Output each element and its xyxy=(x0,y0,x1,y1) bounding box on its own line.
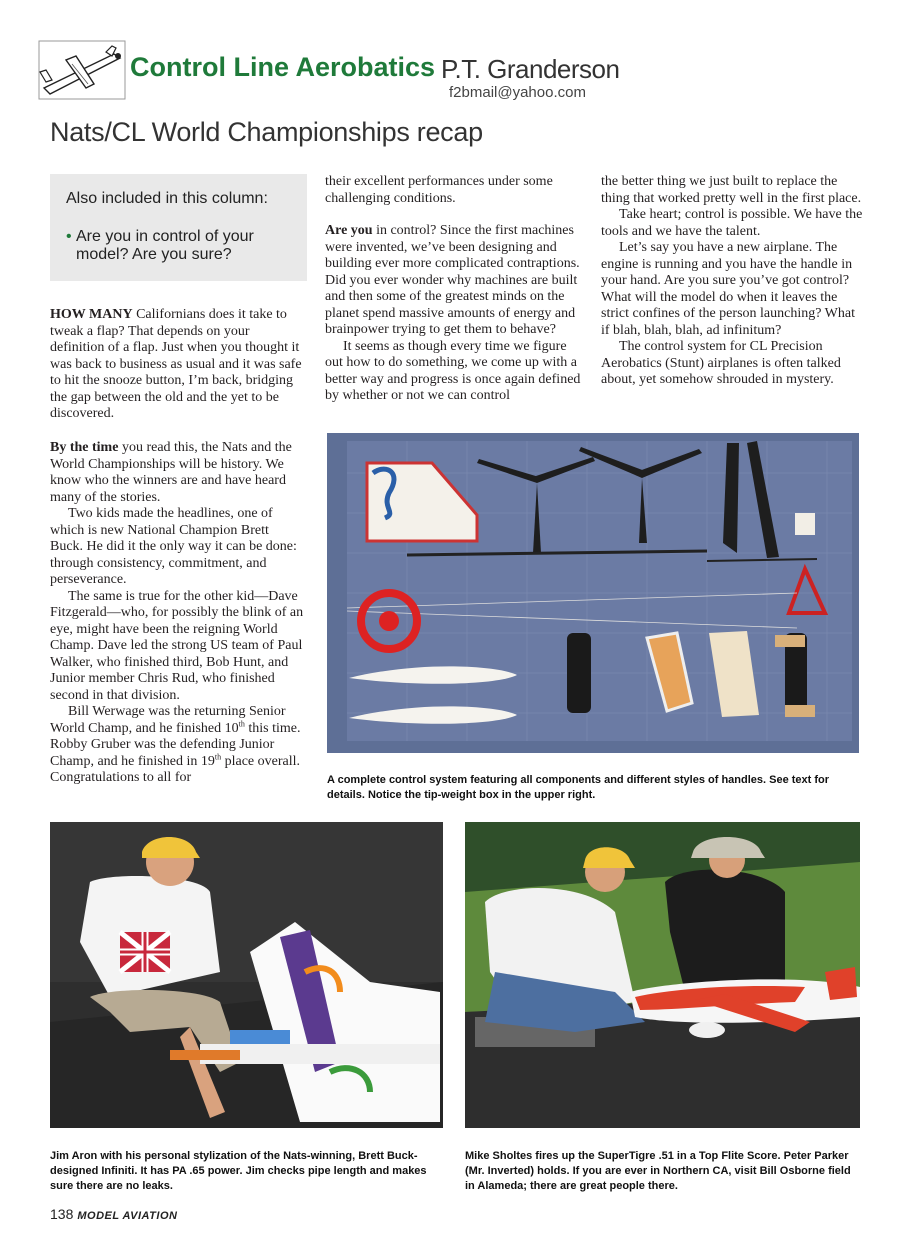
magazine-name: MODEL AVIATION xyxy=(77,1210,178,1222)
page-footer xyxy=(50,1206,177,1222)
photo-caption: A complete control system featuring all components and different styles of handles. See text for details. Notice the tip-weight box in the upper right. xyxy=(327,774,830,801)
also-included-title: Also included in this column: xyxy=(66,190,268,207)
page-number: 138 xyxy=(50,1206,74,1222)
author-name: P.T. Granderson xyxy=(441,54,620,84)
mike-sholtes-photo xyxy=(465,822,860,1128)
paragraph xyxy=(325,223,583,339)
paragraph xyxy=(50,704,304,787)
paragraph xyxy=(50,307,304,423)
jim-aron-photo xyxy=(50,822,443,1128)
paragraph-text: this time. Robby Gruber was the defending Junior Champ, and he finished in 19 xyxy=(50,720,301,769)
lead-in: HOW MANY xyxy=(50,307,133,322)
paragraph: Take heart; control is possible. We have the tools and we have the talent. xyxy=(601,207,863,239)
control-system-photo xyxy=(327,433,859,753)
lead-in: By the time xyxy=(50,440,119,455)
paragraph-text: Bill Werwage was the returning Senior World Champ, and he finished 10 xyxy=(50,704,286,736)
paragraph: The same is true for the other kid—Dave Fitzgerald—who, for possibly the blink of an eye, might have been the reigning World Champ. Dave led the strong US team of Paul Walker, who finished third, Bob Hunt, and Junior member Chris Rud, who finished second in that division. xyxy=(50,588,304,703)
paragraph-text: in control? Since the first machines were invented, we’ve been designing and building ever more complicated contraptions. Did you ever wonder why machines are built and then some of the greatest minds on the planet spend massive amounts of energy and brainpower trying to get them to behave? xyxy=(325,223,580,337)
column-title: Control Line Aerobatics xyxy=(130,52,436,82)
article-column-1-bottom xyxy=(50,440,304,787)
paragraph: their excellent performances under some challenging conditions. xyxy=(325,174,553,206)
paragraph-text: you read this, the Nats and the World Championships will be history. We know who the winners are and have heard many of the stories. xyxy=(50,440,292,505)
photo-caption: Mike Sholtes fires up the SuperTigre .51 in a Top Flite Score. Peter Parker (Mr. Inverted) holds. If you are ever in Northern CA, visit Bill Osborne field in Alameda; there are great people there. xyxy=(465,1150,851,1192)
bullet-icon: • xyxy=(66,228,72,245)
also-included-item xyxy=(66,228,293,264)
paragraph: Let’s say you have a new airplane. The engine is running and you have the handle in your hand. Are you sure you’ve got control? What will the model do when it leaves the strict confines of the person launching? What if blah, blah, blah, ad infinitum? xyxy=(601,240,855,338)
paragraph: It seems as though every time we figure out how to do something, we come up with a better way and progress is once again defined by whether or not we can control xyxy=(325,338,581,403)
article-column-2 xyxy=(325,174,583,405)
ordinal-suffix: th xyxy=(214,751,222,761)
photo-caption: Jim Aron with his personal stylization of the Nats-winning, Brett Buck-designed Infiniti. It has PA .65 power. Jim checks pipe length and makes sure there are no leaks. xyxy=(50,1150,427,1192)
paragraph-text: Californians does it take to tweak a flap? That depends on your definition of a flap. Just when you thought it was back to business as usual and it was safe to hit the snooze button, I’m back, bridging the gap between the old and the yet to be discovered. xyxy=(50,307,302,421)
author-email[interactable]: f2bmail@yahoo.com xyxy=(449,84,586,101)
paragraph: the better thing we just built to replace the thing that worked pretty well in the first place. xyxy=(601,174,862,206)
article-column-3 xyxy=(601,174,863,389)
lead-in: Are you xyxy=(325,223,373,238)
ordinal-suffix: th xyxy=(238,718,245,728)
article-headline: Nats/CL World Championships recap xyxy=(50,117,483,147)
also-included-box xyxy=(50,174,307,281)
also-included-item-text: Are you in control of your model? Are you sure? xyxy=(76,228,254,263)
paragraph xyxy=(50,440,304,506)
paragraph: The control system for CL Precision Aerobatics (Stunt) airplanes is often talked about, yet somehow shrouded in mystery. xyxy=(601,339,841,387)
paragraph-text: place overall. Congratulations to all for xyxy=(50,753,301,785)
paragraph: Two kids made the headlines, one of which is new National Champion Brett Buck. He did it the only way it can be done: through consistency, commitment, and perseverance. xyxy=(50,506,297,587)
article-column-1-top xyxy=(50,307,304,423)
airplane-logo-icon xyxy=(36,38,128,102)
